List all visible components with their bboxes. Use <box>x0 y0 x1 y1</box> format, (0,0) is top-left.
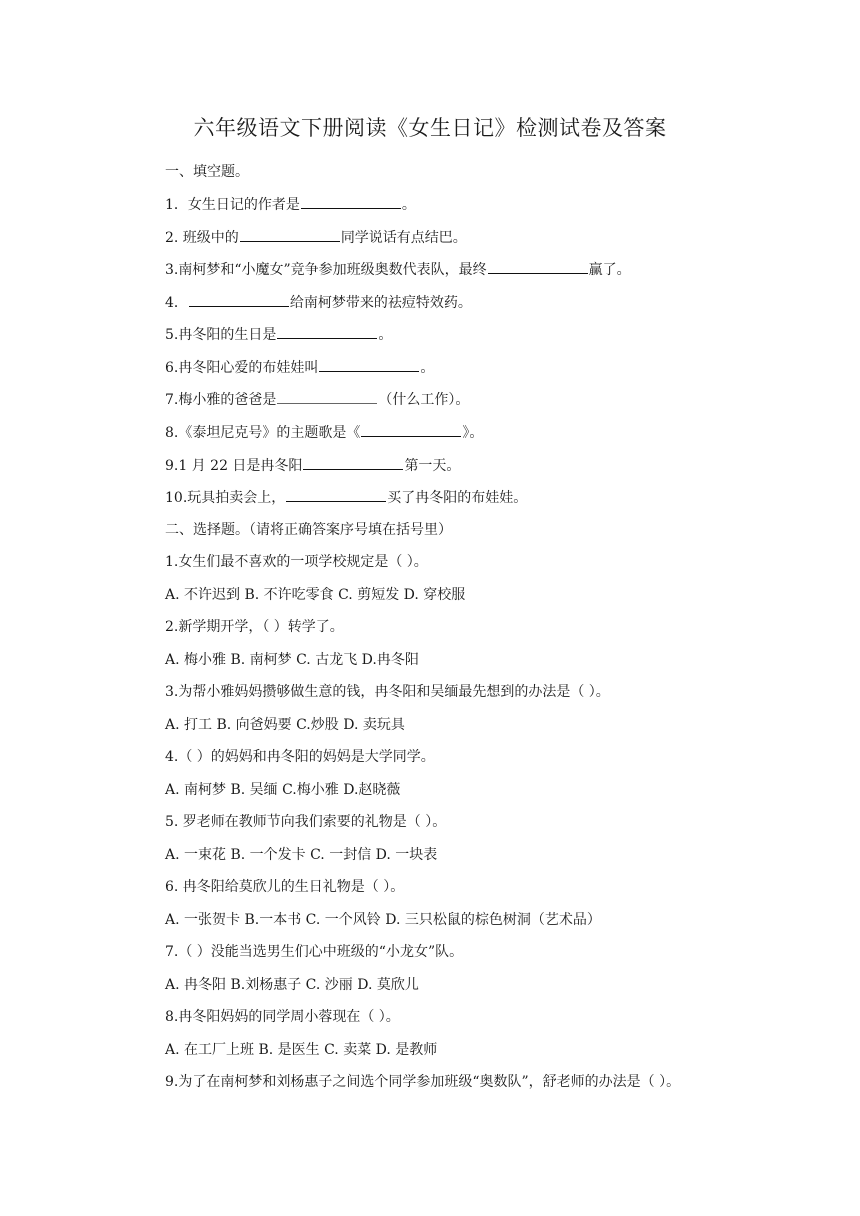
answer-blank[interactable] <box>488 261 588 274</box>
choice-question: 9.为了在南柯梦和刘杨惠子之间选个同学参加班级“奥数队”，舒老师的办法是（ ）。 <box>165 1074 681 1090</box>
choice-question: 3.为帮小雅妈妈攒够做生意的钱，冉冬阳和吴缅最先想到的办法是（ ）。 <box>165 684 610 700</box>
choice-options: A. 冉冬阳 B.刘杨惠子 C. 沙丽 D. 莫欣儿 <box>165 977 419 993</box>
fill-item: 3.南柯梦和“小魔女”竞争参加班级奥数代表队，最终 赢了。 <box>165 262 631 278</box>
answer-blank[interactable] <box>303 457 403 470</box>
section-heading-multiple-choice: 二、选择题。（请将正确答案序号填在括号里） <box>165 522 452 538</box>
choice-options: A. 在工厂上班 B. 是医生 C. 卖菜 D. 是教师 <box>165 1042 438 1058</box>
answer-blank[interactable] <box>240 229 340 242</box>
fill-item: 7.梅小雅的爸爸是 （什么工作）。 <box>165 392 470 408</box>
fill-item: 5.冉冬阳的生日是 。 <box>165 327 393 343</box>
choice-question: 5. 罗老师在教师节向我们索要的礼物是（ ）。 <box>165 814 447 830</box>
choice-options: A. 南柯梦 B. 吴缅 C.梅小雅 D.赵晓薇 <box>165 782 401 798</box>
answer-blank[interactable] <box>286 489 386 502</box>
choice-question: 1.女生们最不喜欢的一项学校规定是（ ）。 <box>165 554 428 570</box>
choice-options: A. 一张贺卡 B.一本书 C. 一个风铃 D. 三只松鼠的棕色树洞（艺术品） <box>165 912 601 928</box>
answer-blank[interactable] <box>319 359 419 372</box>
choice-question: 7.（ ）没能当选男生们心中班级的“小龙女”队。 <box>165 944 464 960</box>
answer-blank[interactable] <box>301 196 401 209</box>
fill-item: 9.1 月 22 日是冉冬阳 第一天。 <box>165 458 461 474</box>
fill-item: 8.《泰坦尼克号》的主题歌是《 》。 <box>165 425 484 441</box>
choice-options: A. 不许迟到 B. 不许吃零食 C. 剪短发 D. 穿校服 <box>165 587 466 603</box>
section-heading-fill-blank: 一、填空题。 <box>165 164 249 180</box>
fill-item: 6.冉冬阳心爱的布娃娃叫 。 <box>165 360 435 376</box>
choice-question: 8.冉冬阳妈妈的同学周小蓉现在（ ）。 <box>165 1009 400 1025</box>
choice-options: A. 梅小雅 B. 南柯梦 C. 古龙飞 D.冉冬阳 <box>165 652 419 668</box>
fill-item: 2. 班级中的 同学说话有点结巴。 <box>165 230 467 246</box>
fill-item: 10.玩具拍卖会上， 买了冉冬阳的布娃娃。 <box>165 490 528 506</box>
page-title: 六年级语文下册阅读《女生日记》检测试卷及答案 <box>193 116 667 140</box>
fill-item: 1．女生日记的作者是 。 <box>165 197 416 213</box>
answer-blank[interactable] <box>277 391 377 404</box>
choice-question: 2.新学期开学，（ ）转学了。 <box>165 619 344 635</box>
choice-question: 6. 冉冬阳给莫欣儿的生日礼物是（ ）。 <box>165 879 405 895</box>
choice-question: 4.（ ）的妈妈和冉冬阳的妈妈是大学同学。 <box>165 749 435 765</box>
choice-options: A. 一束花 B. 一个发卡 C. 一封信 D. 一块表 <box>165 847 438 863</box>
answer-blank[interactable] <box>361 424 461 437</box>
answer-blank[interactable] <box>277 326 377 339</box>
choice-options: A. 打工 B. 向爸妈要 C.炒股 D. 卖玩具 <box>165 717 405 733</box>
fill-item: 4． 给南柯梦带来的祛痘特效药。 <box>165 295 472 311</box>
answer-blank[interactable] <box>189 294 289 307</box>
